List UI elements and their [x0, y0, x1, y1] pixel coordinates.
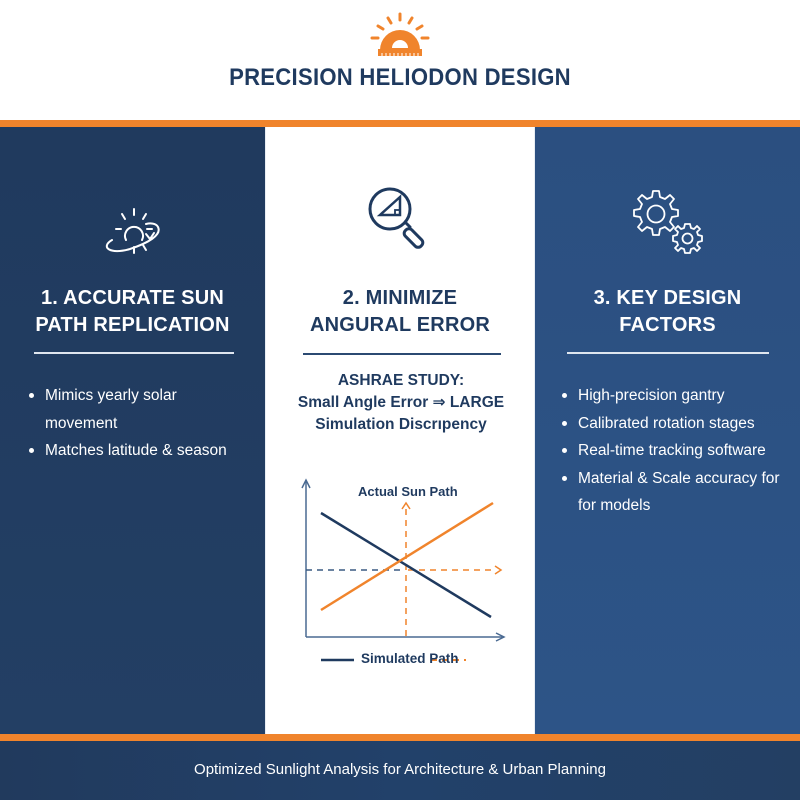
bottom-accent-bar — [0, 734, 800, 741]
sun-path-chart — [266, 127, 536, 687]
divider — [34, 352, 234, 354]
list-item: Real-time tracking software — [562, 437, 798, 465]
arrow-right-icon — [495, 566, 501, 574]
top-accent-bar — [0, 120, 800, 127]
footer-tagline: Optimized Sunlight Analysis for Architecture & Urban Planning — [194, 761, 606, 778]
study-callout: ASHRAE STUDY: Small Angle Error ⇒ LARGE Simulation Discrıpency — [297, 372, 505, 433]
actual-path-line — [321, 503, 493, 610]
bullet-list — [562, 382, 798, 520]
footer — [0, 741, 800, 800]
list-item: Matches latitude & season — [29, 437, 249, 465]
column-design-factors — [535, 127, 800, 734]
list-item: High-precision gantry — [562, 382, 798, 410]
column-heading: 3. KEY DESIGN FACTORS — [593, 287, 742, 336]
legend-label: Simulated Path — [361, 651, 459, 666]
gears-icon — [627, 187, 711, 257]
column-angular-error — [265, 127, 535, 734]
divider — [567, 352, 769, 354]
column-heading: 2. MINIMIZE ANGURAL ERROR — [309, 287, 490, 336]
list-item: Calibrated rotation stages — [562, 410, 798, 438]
bullet-list — [29, 382, 249, 465]
list-item: Mimics yearly solar movement — [29, 382, 249, 437]
sun-protractor-icon — [368, 12, 432, 58]
arrow-up-icon — [402, 503, 410, 509]
header — [0, 0, 800, 120]
list-item: Material & Scale accuracy for for models — [562, 465, 798, 520]
chart-title: Actual Sun Path — [358, 484, 458, 499]
column-sun-path — [0, 127, 265, 734]
page-title: PRECISION HELIODON DESIGN — [229, 64, 571, 91]
column-heading: 1. ACCURATE SUN PATH REPLICATION — [35, 287, 230, 336]
sun-orbit-icon — [96, 207, 172, 259]
